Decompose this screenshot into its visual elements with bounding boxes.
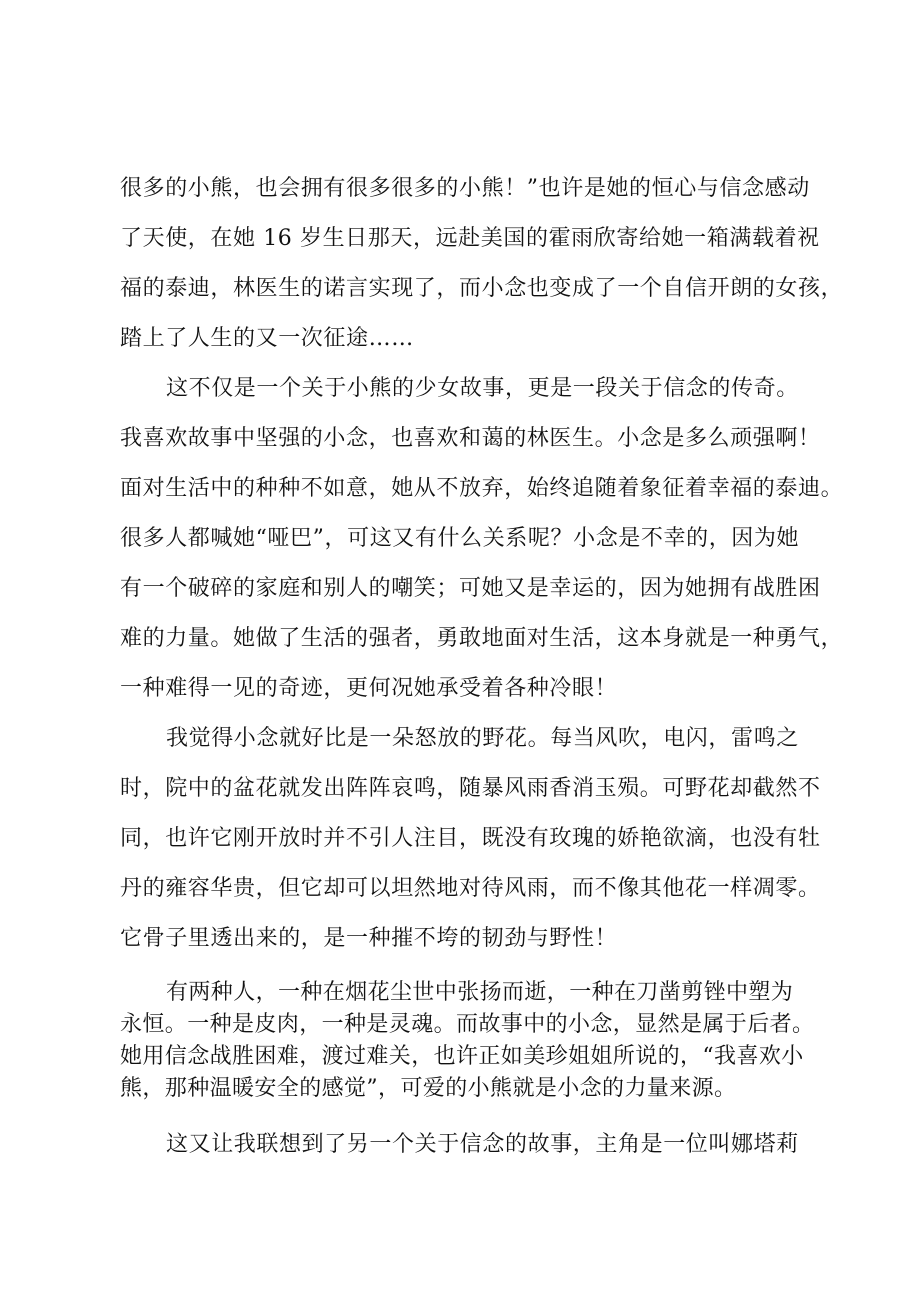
paragraph-2-line-4: 很多人都喊她“哑巴”，可这又有什么关系呢？小念是不幸的，因为她: [120, 526, 800, 551]
paragraph-3-line-4: 丹的雍容华贵，但它却可以坦然地对待风雨，而不像其他花一样凋零。: [120, 876, 821, 901]
paragraph-3-line-1: 我觉得小念就好比是一朵怒放的野花。每当风吹，电闪，雷鸣之: [166, 726, 799, 751]
paragraph-3-line-2: 时，院中的盆花就发出阵阵哀鸣，随暴风雨香消玉殒。可野花却截然不: [120, 776, 821, 801]
paragraph-4-line-4: 熊，那种温暖安全的感觉”，可爱的小熊就是小念的力量来源。: [120, 1076, 737, 1101]
paragraph-2-line-2: 我喜欢故事中坚强的小念，也喜欢和蔼的林医生。小念是多么顽强啊！: [120, 426, 821, 451]
paragraph-4-line-2: 永恒。一种是皮肉，一种是灵魂。而故事中的小念，显然是属于后者。: [120, 1012, 815, 1037]
paragraph-3-line-3: 同，也许它刚开放时并不引人注目，既没有玫瑰的娇艳欲滴，也没有牡: [120, 826, 821, 851]
paragraph-2-line-6: 难的力量。她做了生活的强者，勇敢地面对生活，这本身就是一种勇气，: [120, 626, 844, 651]
paragraph-1-line-1: 很多的小熊，也会拥有很多很多的小熊！”也许是她的恒心与信念感动: [120, 176, 810, 201]
paragraph-2-line-5: 有一个破碎的家庭和别人的嘲笑；可她又是幸运的，因为她拥有战胜困: [120, 576, 821, 601]
paragraph-5-line-1: 这又让我联想到了另一个关于信念的故事，主角是一位叫娜塔莉: [166, 1132, 799, 1157]
paragraph-3-line-5: 它骨子里透出来的，是一种摧不垮的韧劲与野性！: [120, 926, 618, 951]
paragraph-2-line-7: 一种难得一见的奇迹，更何况她承受着各种冷眼！: [120, 676, 618, 701]
paragraph-1-line-3: 福的泰迪，林医生的诺言实现了，而小念也变成了一个自信开朗的女孩，: [120, 276, 844, 301]
paragraph-4-line-3: 她用信念战胜困难，渡过难关，也许正如美珍姐姐所说的，“我喜欢小: [120, 1044, 804, 1069]
paragraph-1-line-2: 了天使，在她 16 岁生日那天，远赴美国的霍雨欣寄给她一箱满载着祝: [120, 226, 820, 251]
paragraph-1-line-4: 踏上了人生的又一次征途……: [120, 326, 414, 351]
paragraph-4-line-1: 有两种人，一种在烟花尘世中张扬而逝，一种在刀凿剪锉中塑为: [166, 980, 794, 1005]
paragraph-2-line-3: 面对生活中的种种不如意，她从不放弃，始终追随着象征着幸福的泰迪。: [120, 476, 844, 501]
paragraph-2-line-1: 这不仅是一个关于小熊的少女故事，更是一段关于信念的传奇。: [166, 376, 799, 401]
